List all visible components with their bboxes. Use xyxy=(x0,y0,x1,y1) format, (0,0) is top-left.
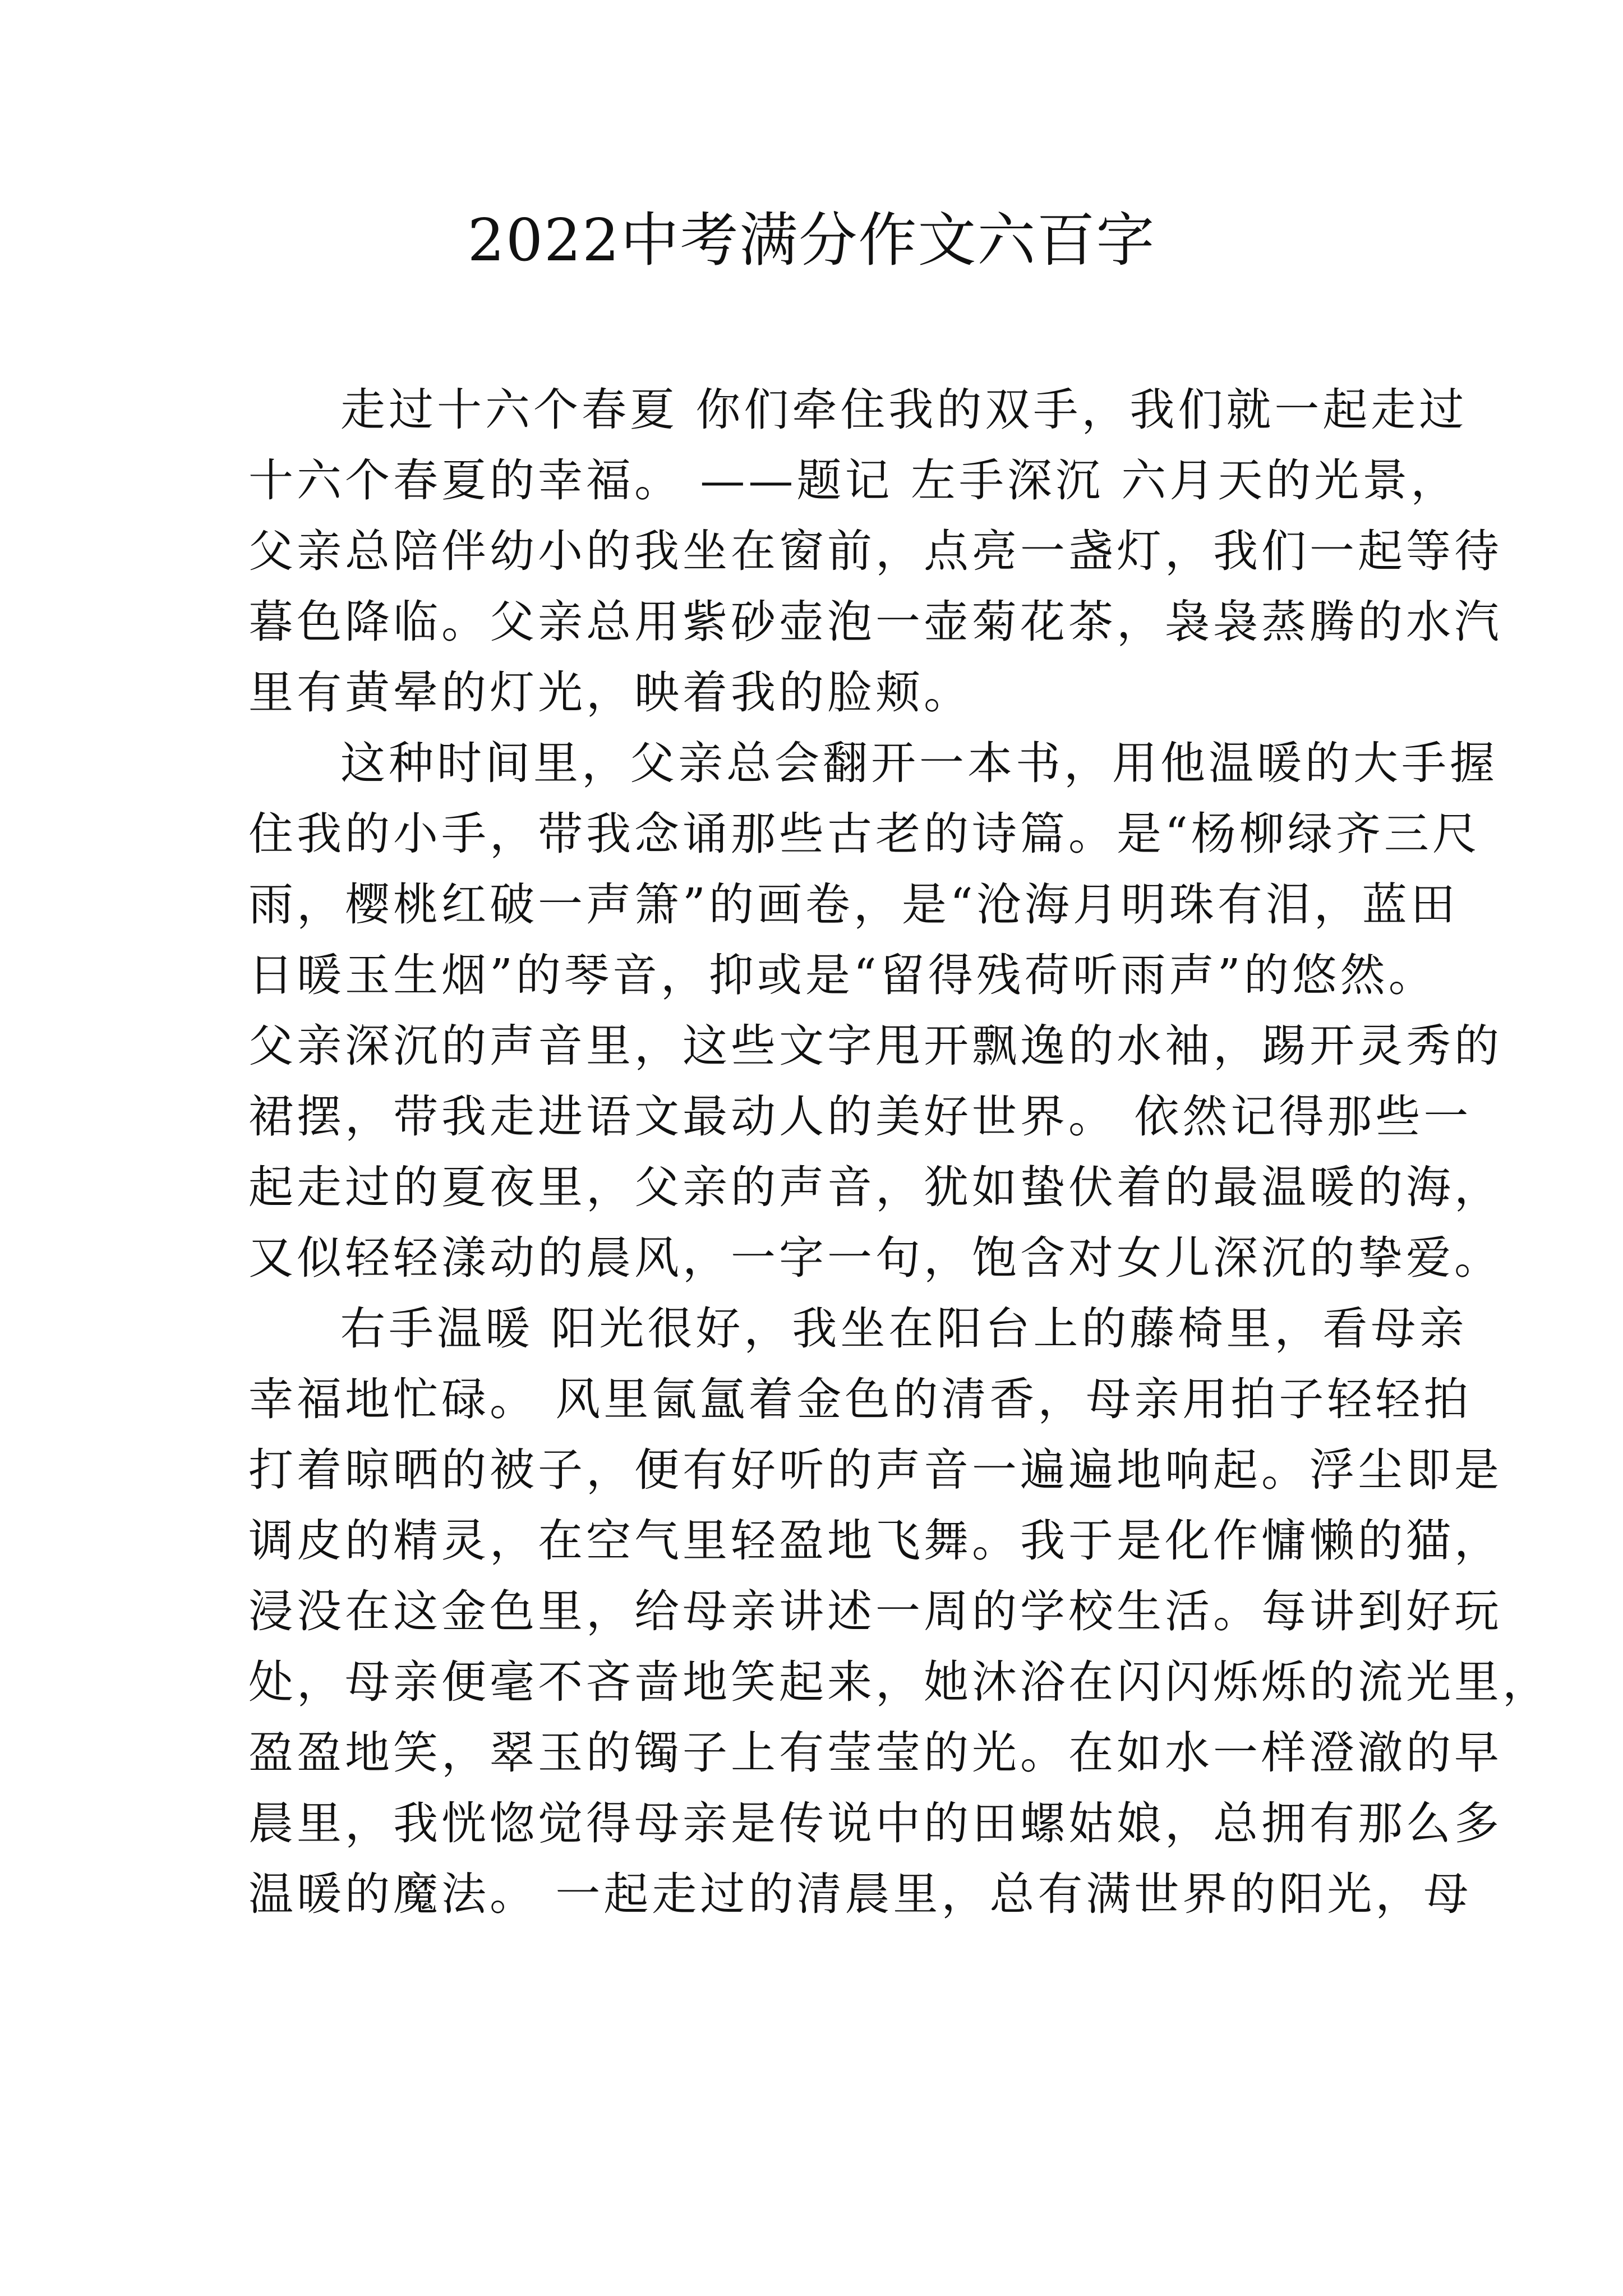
text-line: 日暖玉生烟”的琴音，抑或是“留得残荷听雨声”的悠然。 xyxy=(248,949,1437,1001)
text-line: 起走过的夏夜里，父亲的声音，犹如蛰伏着的最温暖的海， xyxy=(248,1161,1502,1213)
text-line: 十六个春夏的幸福。 ——题记 左手深沉 六月天的光景， xyxy=(248,454,1459,507)
text-line: 这种时间里，父亲总会翻开一本书，用他温暖的大手握 xyxy=(340,737,1498,789)
text-line: 打着晾晒的被子，便有好听的声音一遍遍地响起。浮尘即是 xyxy=(248,1444,1502,1496)
text-line: 又似轻轻漾动的晨风，一字一句，饱含对女儿深沉的挚爱。 xyxy=(248,1232,1502,1284)
document-body xyxy=(248,375,1551,1930)
text-line: 处，母亲便毫不吝啬地笑起来，她沐浴在闪闪烁烁的流光里， xyxy=(248,1656,1551,1708)
text-line: 右手温暖 阳光很好，我坐在阳台上的藤椅里，看母亲 xyxy=(340,1303,1468,1355)
text-line: 幸福地忙碌。 风里氤氲着金色的清香，母亲用拍子轻轻拍 xyxy=(248,1373,1472,1425)
text-line: 盈盈地笑，翠玉的镯子上有莹莹的光。在如水一样澄澈的早 xyxy=(248,1727,1502,1779)
text-line: 父亲深沉的声音里，这些文字甩开飘逸的水袖，踢开灵秀的 xyxy=(248,1020,1502,1072)
text-line: 走过十六个春夏 你们牵住我的双手，我们就一起走过 xyxy=(340,384,1468,436)
text-line: 住我的小手，带我念诵那些古老的诗篇。是“杨柳绿齐三尺 xyxy=(248,808,1481,860)
document-title: 2022中考满分作文六百字 xyxy=(467,206,1156,274)
text-line: 调皮的精灵，在空气里轻盈地飞舞。我于是化作慵懒的猫， xyxy=(248,1515,1502,1567)
text-line: 温暖的魔法。 一起走过的清晨里，总有满世界的阳光，母 xyxy=(248,1868,1472,1920)
text-line: 雨，樱桃红破一声箫”的画卷，是“沧海月明珠有泪，蓝田 xyxy=(248,878,1459,931)
text-line: 裙摆，带我走进语文最动人的美好世界。 依然记得那些一 xyxy=(248,1091,1472,1143)
text-line: 里有黄晕的灯光，映着我的脸颊。 xyxy=(248,666,972,719)
text-line: 父亲总陪伴幼小的我坐在窗前，点亮一盏灯，我们一起等待 xyxy=(248,525,1502,577)
text-line: 暮色降临。父亲总用紫砂壶泡一壶菊花茶，袅袅蒸腾的水汽 xyxy=(248,596,1502,648)
text-line: 晨里，我恍惚觉得母亲是传说中的田螺姑娘，总拥有那么多 xyxy=(248,1797,1502,1849)
text-line: 浸没在这金色里，给母亲讲述一周的学校生活。每讲到好玩 xyxy=(248,1585,1502,1637)
